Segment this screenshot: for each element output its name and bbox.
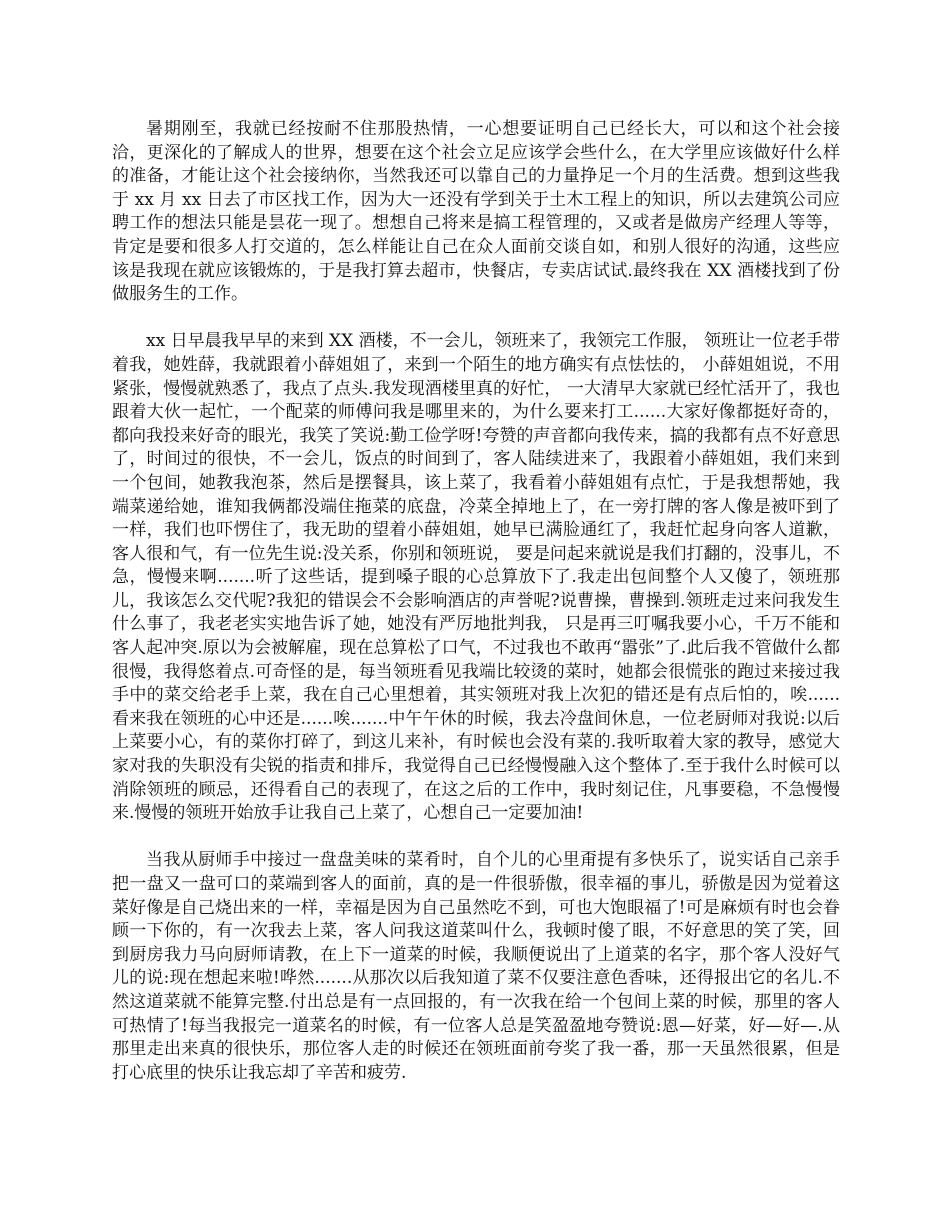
paragraph-1: 暑期刚至，我就已经按耐不住那股热情，一心想要证明自己已经长大，可以和这个社会接洽，更深化的了解成人的世界，想要在这个社会立足应该学会些什么，在大学里应该做好什么样的准备，才能让这个社会接纳你，当然我还可以靠自己的力量挣足一个月的生活费。想到这些我于 xx 月 xx 日去了市区找工作，因为大一还没有学到关于土木工程上的知识，所以去建筑公司应聘工作的想法只能是昙花一现了。想想自己将来是搞工程管理的，又或者是做房产经理人等等，肯定是要和很多人打交道的，怎么样能让自己在众人面前交谈自如，和别人很好的沟通，这些应该是我现在就应该锻炼的，于是我打算去超市，快餐店，专卖店试试.最终我在 XX 酒楼找到了份做服务生的工作。: [112, 119, 840, 305]
paragraph-2: xx 日早晨我早早的来到 XX 酒楼，不一会儿，领班来了，我领完工作服， 领班让一位老手带着我，她姓薛，我就跟着小薛姐姐了，来到一个陌生的地方确实有点怯怯的， 小薛姐姐说，不用紧张，慢慢就熟悉了，我点了点头.我发现酒楼里真的好忙， 一大清早大家就已经忙活开了，我也跟着大伙一起忙，一个配菜的师傅问我是哪里来的，为什么要来打工......大家好像都挺好奇的， 都向我投来好奇的眼光，我笑了笑说:勤工俭学呀!夸赞的声音都向我传来，搞的我都有点不好意思了，时间过的很快，不一会儿，饭点的时间到了，客人陆续进来了，我跟着小薛姐姐，我们来到一个包间，她教我泡茶，然后是摆餐具，该上菜了，我看着小薛姐姐有点忙，于是我想帮她，我端菜递给她，谁知我俩都没端住拖菜的底盘，冷菜全掉地上了，在一旁打牌的客人像是被吓到了一样，我们也吓愣住了，我无助的望着小薛姐姐，她早已满脸通红了，我赶忙起身向客人道歉，客人很和气，有一位先生说:没关系，你别和领班说， 要是问起来就说是我们打翻的，没事儿，不急，慢慢来啊.......听了这些话，提到嗓子眼的心总算放下了.我走出包间整个人又傻了，领班那儿，我该怎么交代呢?我犯的错误会不会影响酒店的声誉呢?说曹操，曹操到.领班走过来问我发生什么事了，我老老实实地告诉了她，她没有严厉地批判我， 只是再三叮嘱我要小心，千万不能和客人起冲突.原以为会被解雇，现在总算松了口气，不过我也不敢再“嚣张”了.此后我不管做什么都很慢，我得悠着点.可奇怪的是，每当领班看见我端比较烫的菜时，她都会很慌张的跑过来接过我手中的菜交给老手上菜，我在自己心里想着，其实领班对我上次犯的错还是有点后怕的，唉......看来我在领班的心中还是......唉.......中午午休的时候，我去冷盘间休息，一位老厨师对我说:以后上菜要小心，有的菜你打碎了，到这儿来补，有时候也会没有菜的.我听取着大家的教导，感觉大家对我的失职没有尖锐的指责和排斥，我觉得自己已经慢慢融入这个整体了.至于我什么时候可以消除领班的顾忌，还得看自己的表现了，在这之后的工作中，我时刻记住，凡事要稳，不急慢慢来.慢慢的领班开始放手让我自己上菜了，心想自己一定要加油!: [112, 331, 841, 824]
paragraph-3: 当我从厨师手中接过一盘盘美味的菜肴时，自个儿的心里甭提有多快乐了，说实话自己亲手把一盘又一盘可口的菜端到客人的面前，真的是一件很骄傲，很幸福的事儿，骄傲是因为觉着这菜好像是自己烧出来的一样，幸福是因为自己虽然吃不到，可也大饱眼福了!可是麻烦有时也会眷顾一下你的，有一次我去上菜，客人问我这道菜叫什么，我顿时傻了眼，不好意思的笑了笑，回到厨房我力马向厨师请教，在上下一道菜的时候，我顺便说出了上道菜的名字，那个客人没好气儿的说:现在想起来啦!哗然.......从那次以后我知道了菜不仅要注意色香味，还得报出它的名儿.不然这道菜就不能算完整.付出总是有一点回报的，有一次我在给一个包间上菜的时候，那里的客人可热情了!每当我报完一道菜名的时候，有一位客人总是笑盈盈地夸赞说:恩—好菜，好—好—.从那里走出来真的很快乐，那位客人走的时候还在领班面前夸奖了我一番，那一天虽然很累，但是打心底里的快乐让我忘却了辛苦和疲劳.: [112, 850, 840, 1083]
document-body: [112, 118, 840, 1109]
